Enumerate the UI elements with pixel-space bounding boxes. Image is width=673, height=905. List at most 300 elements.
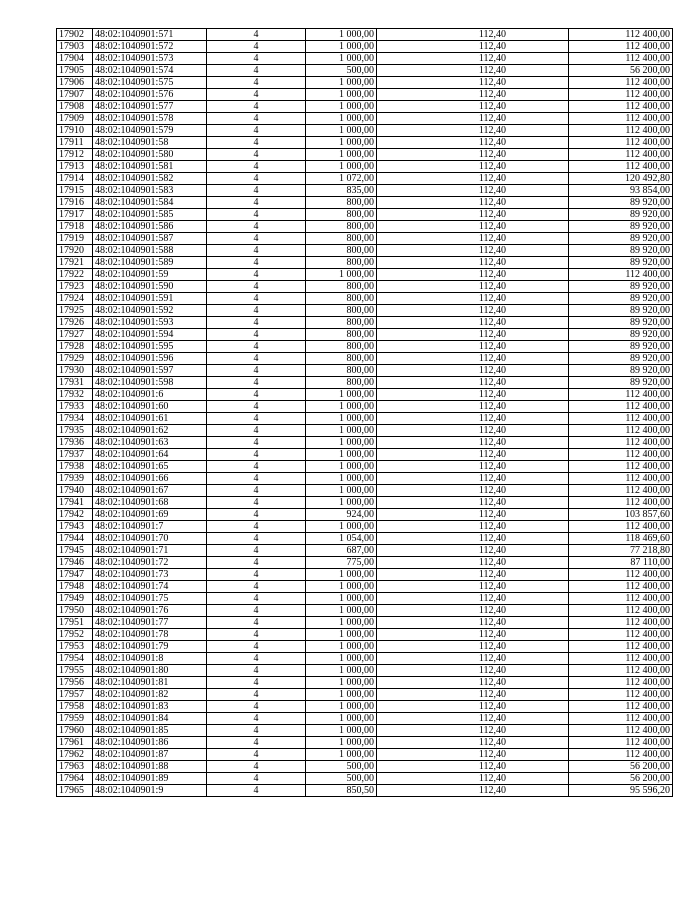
area-cell: 1 000,00 <box>306 473 377 485</box>
value-cell: 103 857,60 <box>569 509 673 521</box>
area-cell: 500,00 <box>306 773 377 785</box>
category-cell: 4 <box>207 149 306 161</box>
category-cell: 4 <box>207 725 306 737</box>
row-number-cell: 17906 <box>57 77 93 89</box>
area-cell: 1 054,00 <box>306 533 377 545</box>
table-row <box>57 389 673 401</box>
row-number-cell: 17904 <box>57 53 93 65</box>
table-row <box>57 449 673 461</box>
row-number-cell: 17961 <box>57 737 93 749</box>
rate-cell: 112,40 <box>377 545 569 557</box>
rate-cell: 112,40 <box>377 161 569 173</box>
category-cell: 4 <box>207 557 306 569</box>
rate-cell: 112,40 <box>377 41 569 53</box>
row-number-cell: 17929 <box>57 353 93 365</box>
category-cell: 4 <box>207 317 306 329</box>
row-number-cell: 17915 <box>57 185 93 197</box>
area-cell: 1 000,00 <box>306 677 377 689</box>
category-cell: 4 <box>207 437 306 449</box>
value-cell: 89 920,00 <box>569 353 673 365</box>
cadastral-number-cell: 48:02:1040901:8 <box>93 653 207 665</box>
area-cell: 1 000,00 <box>306 581 377 593</box>
area-cell: 1 000,00 <box>306 29 377 41</box>
row-number-cell: 17949 <box>57 593 93 605</box>
table-row <box>57 317 673 329</box>
value-cell: 112 400,00 <box>569 689 673 701</box>
value-cell: 89 920,00 <box>569 245 673 257</box>
table-row <box>57 713 673 725</box>
category-cell: 4 <box>207 617 306 629</box>
cadastral-number-cell: 48:02:1040901:76 <box>93 605 207 617</box>
category-cell: 4 <box>207 257 306 269</box>
value-cell: 112 400,00 <box>569 629 673 641</box>
row-number-cell: 17950 <box>57 605 93 617</box>
cadastral-number-cell: 48:02:1040901:590 <box>93 281 207 293</box>
table-row <box>57 125 673 137</box>
value-cell: 112 400,00 <box>569 269 673 281</box>
category-cell: 4 <box>207 221 306 233</box>
rate-cell: 112,40 <box>377 233 569 245</box>
cadastral-number-cell: 48:02:1040901:583 <box>93 185 207 197</box>
cadastral-number-cell: 48:02:1040901:60 <box>93 401 207 413</box>
rate-cell: 112,40 <box>377 29 569 41</box>
rate-cell: 112,40 <box>377 761 569 773</box>
table-row <box>57 101 673 113</box>
area-cell: 1 000,00 <box>306 449 377 461</box>
category-cell: 4 <box>207 173 306 185</box>
row-number-cell: 17933 <box>57 401 93 413</box>
rate-cell: 112,40 <box>377 65 569 77</box>
category-cell: 4 <box>207 353 306 365</box>
table-row <box>57 581 673 593</box>
area-cell: 1 000,00 <box>306 437 377 449</box>
value-cell: 56 200,00 <box>569 773 673 785</box>
value-cell: 89 920,00 <box>569 305 673 317</box>
area-cell: 1 000,00 <box>306 665 377 677</box>
category-cell: 4 <box>207 341 306 353</box>
rate-cell: 112,40 <box>377 593 569 605</box>
table-row <box>57 305 673 317</box>
category-cell: 4 <box>207 509 306 521</box>
table-row <box>57 485 673 497</box>
area-cell: 1 000,00 <box>306 89 377 101</box>
rate-cell: 112,40 <box>377 245 569 257</box>
category-cell: 4 <box>207 605 306 617</box>
row-number-cell: 17960 <box>57 725 93 737</box>
row-number-cell: 17921 <box>57 257 93 269</box>
category-cell: 4 <box>207 629 306 641</box>
row-number-cell: 17953 <box>57 641 93 653</box>
area-cell: 1 000,00 <box>306 41 377 53</box>
area-cell: 1 000,00 <box>306 497 377 509</box>
cadastral-number-cell: 48:02:1040901:571 <box>93 29 207 41</box>
value-cell: 89 920,00 <box>569 377 673 389</box>
value-cell: 77 218,80 <box>569 545 673 557</box>
rate-cell: 112,40 <box>377 773 569 785</box>
value-cell: 112 400,00 <box>569 149 673 161</box>
value-cell: 89 920,00 <box>569 197 673 209</box>
row-number-cell: 17928 <box>57 341 93 353</box>
category-cell: 4 <box>207 305 306 317</box>
row-number-cell: 17926 <box>57 317 93 329</box>
area-cell: 800,00 <box>306 221 377 233</box>
area-cell: 1 000,00 <box>306 389 377 401</box>
value-cell: 112 400,00 <box>569 497 673 509</box>
value-cell: 112 400,00 <box>569 749 673 761</box>
cadastral-number-cell: 48:02:1040901:66 <box>93 473 207 485</box>
category-cell: 4 <box>207 641 306 653</box>
area-cell: 1 000,00 <box>306 725 377 737</box>
row-number-cell: 17916 <box>57 197 93 209</box>
cadastral-number-cell: 48:02:1040901:67 <box>93 485 207 497</box>
area-cell: 1 000,00 <box>306 749 377 761</box>
table-row <box>57 653 673 665</box>
table-row <box>57 281 673 293</box>
table-row <box>57 437 673 449</box>
cadastral-number-cell: 48:02:1040901:595 <box>93 341 207 353</box>
area-cell: 1 000,00 <box>306 413 377 425</box>
table-row <box>57 269 673 281</box>
cadastral-number-cell: 48:02:1040901:594 <box>93 329 207 341</box>
row-number-cell: 17943 <box>57 521 93 533</box>
cadastral-number-cell: 48:02:1040901:69 <box>93 509 207 521</box>
area-cell: 800,00 <box>306 197 377 209</box>
area-cell: 1 000,00 <box>306 569 377 581</box>
cadastral-number-cell: 48:02:1040901:72 <box>93 557 207 569</box>
row-number-cell: 17963 <box>57 761 93 773</box>
value-cell: 93 854,00 <box>569 185 673 197</box>
table-row <box>57 209 673 221</box>
category-cell: 4 <box>207 89 306 101</box>
area-cell: 1 000,00 <box>306 521 377 533</box>
table-row <box>57 677 673 689</box>
area-cell: 835,00 <box>306 185 377 197</box>
value-cell: 112 400,00 <box>569 29 673 41</box>
cadastral-number-cell: 48:02:1040901:82 <box>93 689 207 701</box>
area-cell: 800,00 <box>306 353 377 365</box>
table-row <box>57 341 673 353</box>
value-cell: 89 920,00 <box>569 221 673 233</box>
value-cell: 112 400,00 <box>569 53 673 65</box>
category-cell: 4 <box>207 497 306 509</box>
rate-cell: 112,40 <box>377 305 569 317</box>
cadastral-number-cell: 48:02:1040901:65 <box>93 461 207 473</box>
value-cell: 112 400,00 <box>569 665 673 677</box>
row-number-cell: 17962 <box>57 749 93 761</box>
rate-cell: 112,40 <box>377 701 569 713</box>
category-cell: 4 <box>207 77 306 89</box>
rate-cell: 112,40 <box>377 581 569 593</box>
table-row <box>57 749 673 761</box>
value-cell: 112 400,00 <box>569 677 673 689</box>
category-cell: 4 <box>207 689 306 701</box>
table-row <box>57 233 673 245</box>
area-cell: 800,00 <box>306 377 377 389</box>
category-cell: 4 <box>207 761 306 773</box>
cadastral-number-cell: 48:02:1040901:75 <box>93 593 207 605</box>
rate-cell: 112,40 <box>377 389 569 401</box>
rate-cell: 112,40 <box>377 137 569 149</box>
row-number-cell: 17910 <box>57 125 93 137</box>
rate-cell: 112,40 <box>377 449 569 461</box>
cadastral-number-cell: 48:02:1040901:78 <box>93 629 207 641</box>
cadastral-number-cell: 48:02:1040901:74 <box>93 581 207 593</box>
row-number-cell: 17932 <box>57 389 93 401</box>
table-row <box>57 629 673 641</box>
row-number-cell: 17927 <box>57 329 93 341</box>
table-row <box>57 161 673 173</box>
area-cell: 500,00 <box>306 65 377 77</box>
cadastral-number-cell: 48:02:1040901:85 <box>93 725 207 737</box>
cadastral-number-cell: 48:02:1040901:88 <box>93 761 207 773</box>
row-number-cell: 17957 <box>57 689 93 701</box>
row-number-cell: 17918 <box>57 221 93 233</box>
table-row <box>57 65 673 77</box>
category-cell: 4 <box>207 521 306 533</box>
rate-cell: 112,40 <box>377 149 569 161</box>
row-number-cell: 17911 <box>57 137 93 149</box>
value-cell: 112 400,00 <box>569 461 673 473</box>
rate-cell: 112,40 <box>377 629 569 641</box>
table-row <box>57 605 673 617</box>
row-number-cell: 17907 <box>57 89 93 101</box>
cadastral-number-cell: 48:02:1040901:577 <box>93 101 207 113</box>
row-number-cell: 17902 <box>57 29 93 41</box>
category-cell: 4 <box>207 485 306 497</box>
cadastral-number-cell: 48:02:1040901:70 <box>93 533 207 545</box>
table-row <box>57 521 673 533</box>
category-cell: 4 <box>207 41 306 53</box>
rate-cell: 112,40 <box>377 365 569 377</box>
value-cell: 89 920,00 <box>569 293 673 305</box>
table-row <box>57 353 673 365</box>
category-cell: 4 <box>207 245 306 257</box>
row-number-cell: 17956 <box>57 677 93 689</box>
value-cell: 112 400,00 <box>569 77 673 89</box>
row-number-cell: 17934 <box>57 413 93 425</box>
cadastral-number-cell: 48:02:1040901:573 <box>93 53 207 65</box>
table-row <box>57 293 673 305</box>
value-cell: 89 920,00 <box>569 317 673 329</box>
rate-cell: 112,40 <box>377 785 569 797</box>
category-cell: 4 <box>207 161 306 173</box>
cadastral-number-cell: 48:02:1040901:59 <box>93 269 207 281</box>
cadastral-number-cell: 48:02:1040901:6 <box>93 389 207 401</box>
table-row <box>57 773 673 785</box>
category-cell: 4 <box>207 737 306 749</box>
cadastral-number-cell: 48:02:1040901:73 <box>93 569 207 581</box>
cadastral-number-cell: 48:02:1040901:593 <box>93 317 207 329</box>
cadastral-number-cell: 48:02:1040901:581 <box>93 161 207 173</box>
value-cell: 112 400,00 <box>569 425 673 437</box>
cadastral-number-cell: 48:02:1040901:584 <box>93 197 207 209</box>
category-cell: 4 <box>207 401 306 413</box>
value-cell: 89 920,00 <box>569 209 673 221</box>
row-number-cell: 17942 <box>57 509 93 521</box>
rate-cell: 112,40 <box>377 113 569 125</box>
area-cell: 1 000,00 <box>306 641 377 653</box>
area-cell: 1 000,00 <box>306 401 377 413</box>
rate-cell: 112,40 <box>377 749 569 761</box>
category-cell: 4 <box>207 449 306 461</box>
row-number-cell: 17947 <box>57 569 93 581</box>
category-cell: 4 <box>207 293 306 305</box>
row-number-cell: 17955 <box>57 665 93 677</box>
area-cell: 1 000,00 <box>306 461 377 473</box>
area-cell: 687,00 <box>306 545 377 557</box>
rate-cell: 112,40 <box>377 209 569 221</box>
category-cell: 4 <box>207 389 306 401</box>
rate-cell: 112,40 <box>377 569 569 581</box>
row-number-cell: 17944 <box>57 533 93 545</box>
cadastral-number-cell: 48:02:1040901:9 <box>93 785 207 797</box>
rate-cell: 112,40 <box>377 677 569 689</box>
category-cell: 4 <box>207 461 306 473</box>
cadastral-number-cell: 48:02:1040901:582 <box>93 173 207 185</box>
table-row <box>57 593 673 605</box>
table-row <box>57 77 673 89</box>
cadastral-number-cell: 48:02:1040901:586 <box>93 221 207 233</box>
value-cell: 112 400,00 <box>569 605 673 617</box>
row-number-cell: 17922 <box>57 269 93 281</box>
category-cell: 4 <box>207 29 306 41</box>
value-cell: 89 920,00 <box>569 257 673 269</box>
table-row <box>57 377 673 389</box>
rate-cell: 112,40 <box>377 281 569 293</box>
row-number-cell: 17954 <box>57 653 93 665</box>
table-row <box>57 401 673 413</box>
cadastral-number-cell: 48:02:1040901:79 <box>93 641 207 653</box>
row-number-cell: 17946 <box>57 557 93 569</box>
value-cell: 112 400,00 <box>569 125 673 137</box>
cadastral-number-cell: 48:02:1040901:61 <box>93 413 207 425</box>
value-cell: 89 920,00 <box>569 281 673 293</box>
rate-cell: 112,40 <box>377 737 569 749</box>
rate-cell: 112,40 <box>377 329 569 341</box>
category-cell: 4 <box>207 377 306 389</box>
cadastral-number-cell: 48:02:1040901:83 <box>93 701 207 713</box>
value-cell: 112 400,00 <box>569 569 673 581</box>
rate-cell: 112,40 <box>377 317 569 329</box>
row-number-cell: 17924 <box>57 293 93 305</box>
rate-cell: 112,40 <box>377 725 569 737</box>
table-row <box>57 509 673 521</box>
category-cell: 4 <box>207 473 306 485</box>
table-row <box>57 173 673 185</box>
category-cell: 4 <box>207 569 306 581</box>
rate-cell: 112,40 <box>377 257 569 269</box>
category-cell: 4 <box>207 545 306 557</box>
value-cell: 89 920,00 <box>569 365 673 377</box>
area-cell: 850,50 <box>306 785 377 797</box>
table-row <box>57 149 673 161</box>
area-cell: 1 000,00 <box>306 53 377 65</box>
area-cell: 500,00 <box>306 761 377 773</box>
rate-cell: 112,40 <box>377 293 569 305</box>
cadastral-number-cell: 48:02:1040901:597 <box>93 365 207 377</box>
table-row <box>57 53 673 65</box>
table-row <box>57 329 673 341</box>
table-row <box>57 533 673 545</box>
table-body <box>57 29 673 797</box>
table-row <box>57 641 673 653</box>
cadastral-number-cell: 48:02:1040901:86 <box>93 737 207 749</box>
area-cell: 1 000,00 <box>306 617 377 629</box>
category-cell: 4 <box>207 593 306 605</box>
table-row <box>57 137 673 149</box>
area-cell: 1 000,00 <box>306 737 377 749</box>
table-row <box>57 569 673 581</box>
area-cell: 800,00 <box>306 233 377 245</box>
area-cell: 1 000,00 <box>306 137 377 149</box>
category-cell: 4 <box>207 65 306 77</box>
area-cell: 800,00 <box>306 293 377 305</box>
value-cell: 112 400,00 <box>569 401 673 413</box>
category-cell: 4 <box>207 773 306 785</box>
area-cell: 800,00 <box>306 257 377 269</box>
row-number-cell: 17909 <box>57 113 93 125</box>
cadastral-number-cell: 48:02:1040901:87 <box>93 749 207 761</box>
rate-cell: 112,40 <box>377 425 569 437</box>
rate-cell: 112,40 <box>377 521 569 533</box>
table-row <box>57 557 673 569</box>
area-cell: 1 000,00 <box>306 485 377 497</box>
category-cell: 4 <box>207 677 306 689</box>
cadastral-number-cell: 48:02:1040901:64 <box>93 449 207 461</box>
cadastral-number-cell: 48:02:1040901:63 <box>93 437 207 449</box>
cadastral-number-cell: 48:02:1040901:58 <box>93 137 207 149</box>
rate-cell: 112,40 <box>377 461 569 473</box>
row-number-cell: 17937 <box>57 449 93 461</box>
table-row <box>57 617 673 629</box>
category-cell: 4 <box>207 101 306 113</box>
table-row <box>57 461 673 473</box>
row-number-cell: 17959 <box>57 713 93 725</box>
cadastral-number-cell: 48:02:1040901:574 <box>93 65 207 77</box>
cadastral-number-cell: 48:02:1040901:576 <box>93 89 207 101</box>
cadastral-number-cell: 48:02:1040901:588 <box>93 245 207 257</box>
table-row <box>57 665 673 677</box>
table-row <box>57 725 673 737</box>
cadastral-number-cell: 48:02:1040901:7 <box>93 521 207 533</box>
row-number-cell: 17920 <box>57 245 93 257</box>
cadastral-number-cell: 48:02:1040901:62 <box>93 425 207 437</box>
row-number-cell: 17951 <box>57 617 93 629</box>
area-cell: 800,00 <box>306 245 377 257</box>
category-cell: 4 <box>207 233 306 245</box>
rate-cell: 112,40 <box>377 413 569 425</box>
table-row <box>57 689 673 701</box>
rate-cell: 112,40 <box>377 689 569 701</box>
table-row <box>57 185 673 197</box>
row-number-cell: 17903 <box>57 41 93 53</box>
value-cell: 56 200,00 <box>569 65 673 77</box>
rate-cell: 112,40 <box>377 617 569 629</box>
area-cell: 1 000,00 <box>306 653 377 665</box>
value-cell: 112 400,00 <box>569 137 673 149</box>
row-number-cell: 17938 <box>57 461 93 473</box>
category-cell: 4 <box>207 125 306 137</box>
value-cell: 112 400,00 <box>569 161 673 173</box>
cadastral-number-cell: 48:02:1040901:71 <box>93 545 207 557</box>
row-number-cell: 17939 <box>57 473 93 485</box>
category-cell: 4 <box>207 281 306 293</box>
area-cell: 1 000,00 <box>306 101 377 113</box>
area-cell: 800,00 <box>306 305 377 317</box>
table-row <box>57 113 673 125</box>
rate-cell: 112,40 <box>377 533 569 545</box>
table-row <box>57 413 673 425</box>
